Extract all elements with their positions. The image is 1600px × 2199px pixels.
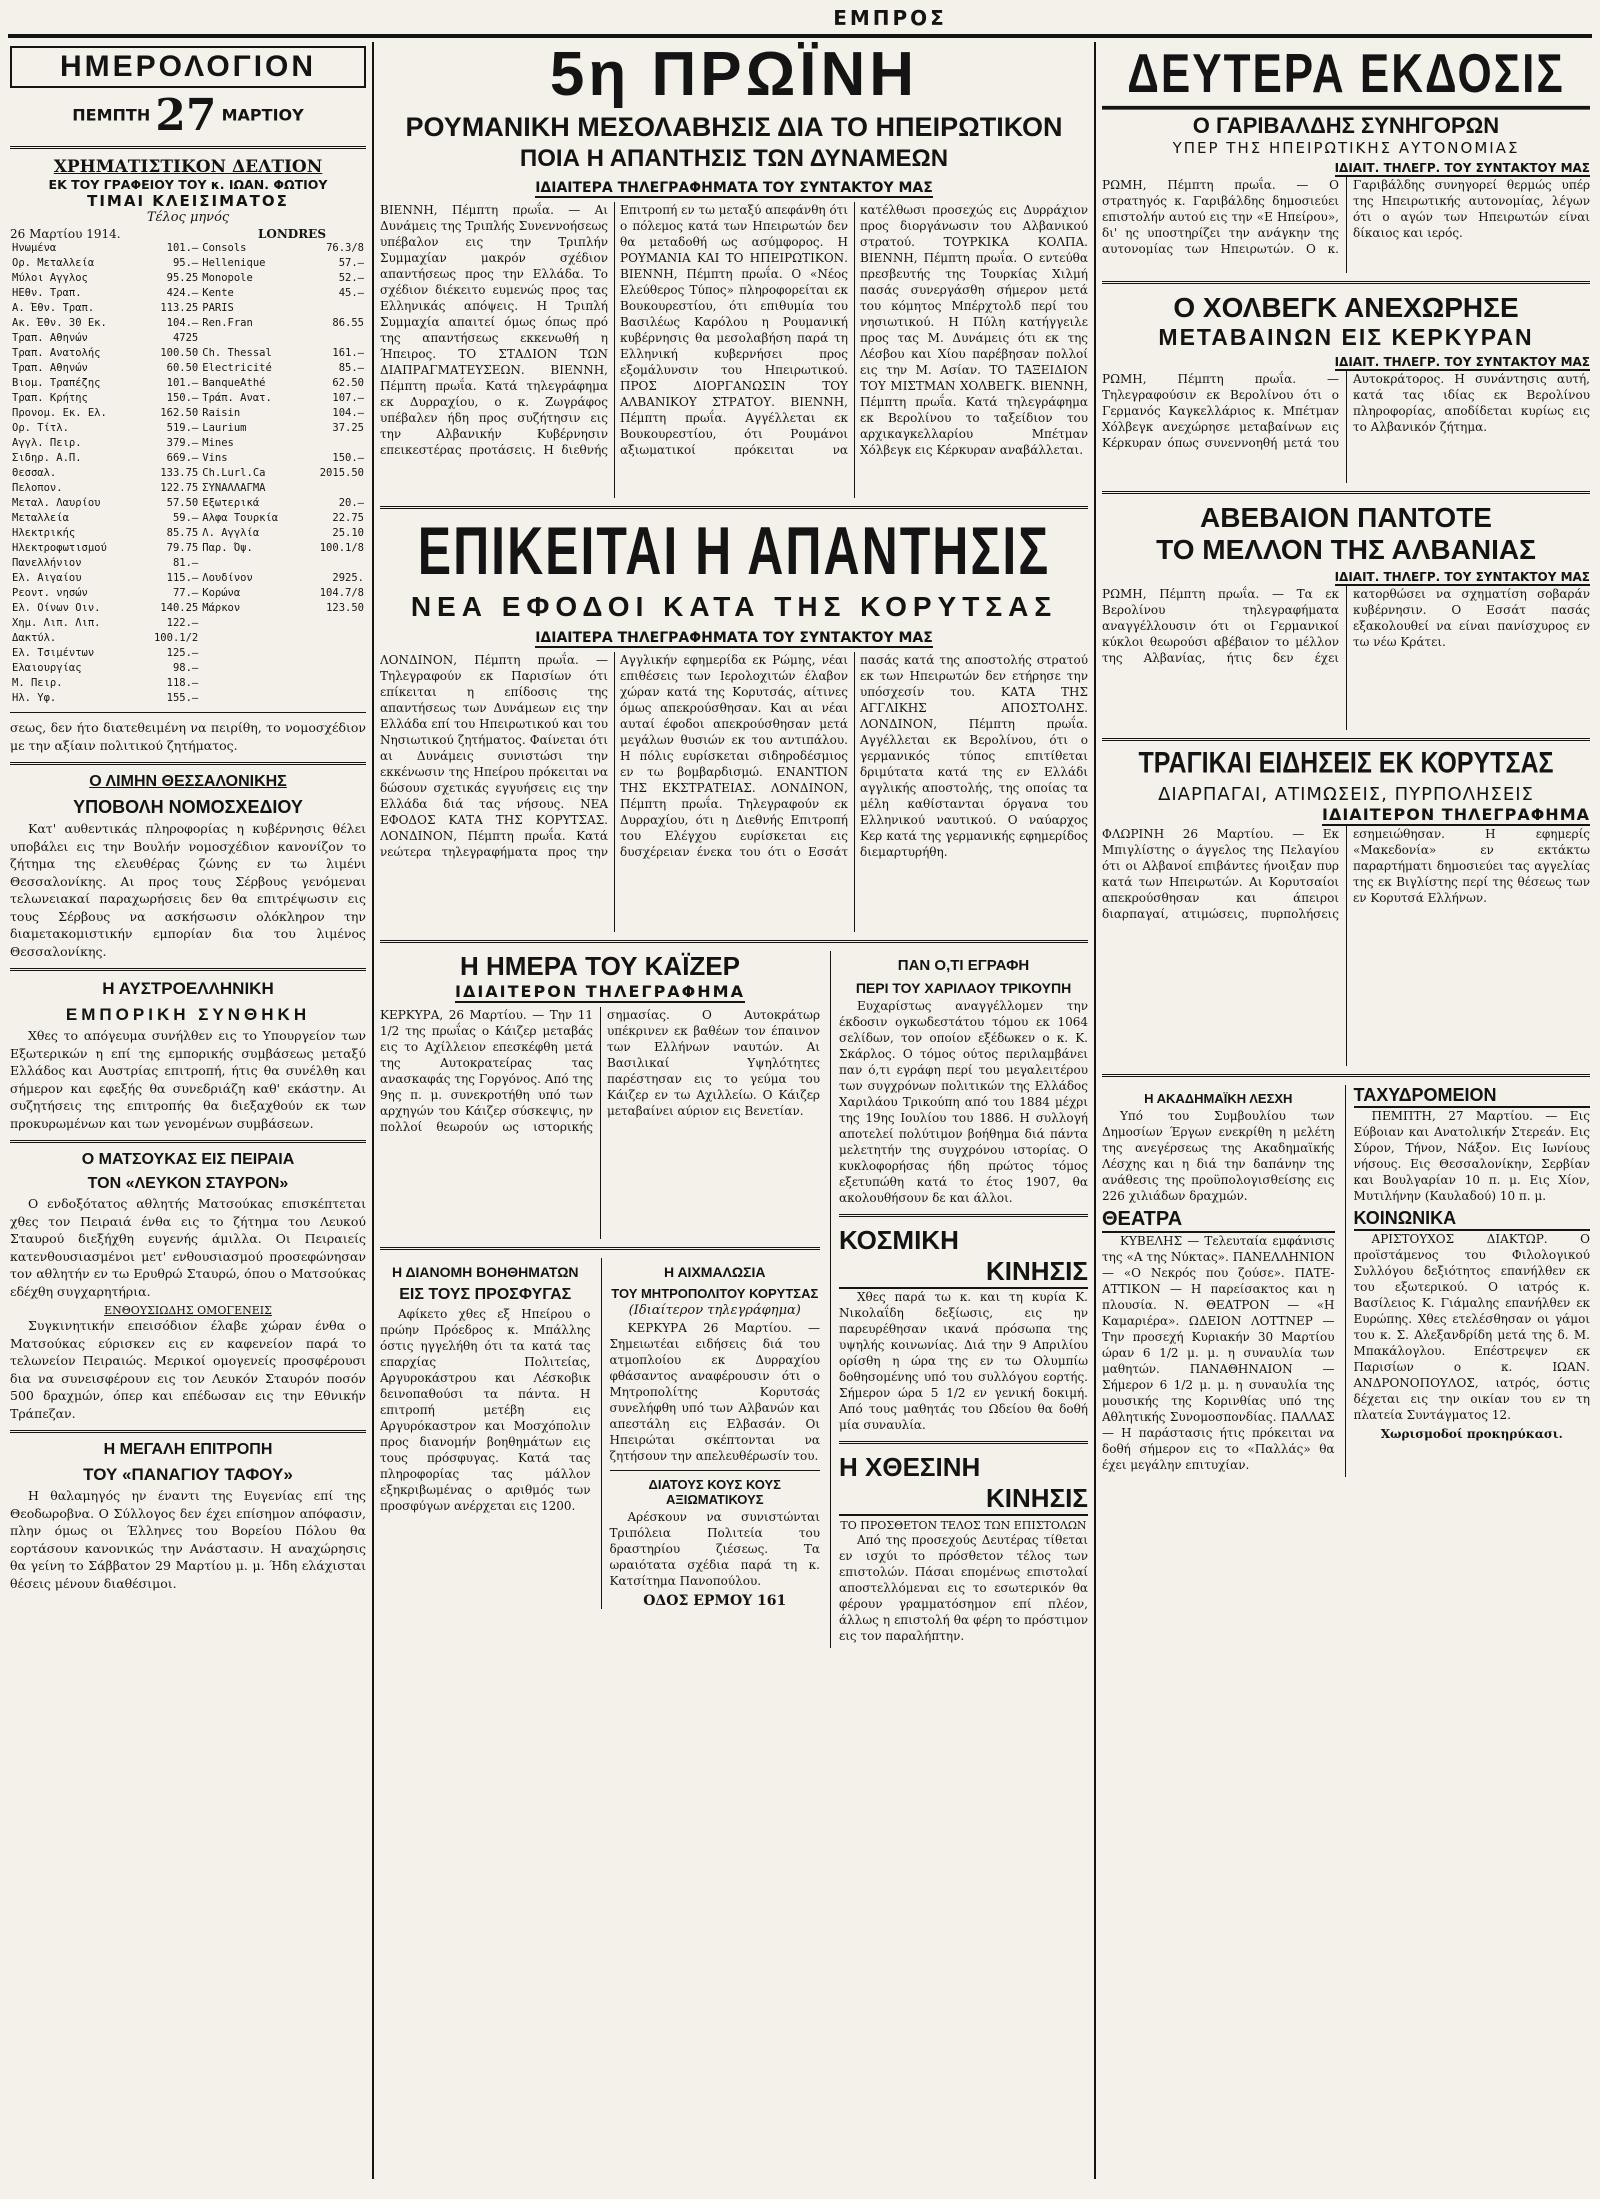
market-cell: ΗΕθν. Τραπ. — [12, 287, 82, 299]
market-cell: PARIS — [202, 302, 234, 314]
market-cell — [200, 331, 303, 346]
market-cell: Laurium — [202, 422, 247, 434]
market-row — [10, 676, 366, 691]
market-cell: Εξωτερικά — [202, 497, 260, 509]
market-cell — [200, 616, 303, 631]
market-cell — [200, 631, 303, 646]
post-office-title: ΤΑΧΥΔΡΟΜΕΙΟΝ — [1354, 1085, 1590, 1108]
trikoupis-block — [830, 951, 1088, 1648]
market-cell: 150.— — [166, 392, 199, 404]
captivity-title: Η ΑΙΧΜΑΛΩΣΙΑ — [663, 1264, 766, 1280]
market-source: ΕΚ ΤΟΥ ΓΡΑΦΕΙΟΥ ΤΟΥ κ. ΙΩΑΝ. ΦΩΤΙΟΥ — [48, 177, 328, 192]
market-cell: 2925. — [332, 572, 364, 584]
market-row — [10, 406, 366, 421]
market-cell: Τραπ. Αθηνών — [12, 362, 88, 374]
market-cell: 57.50 — [166, 497, 199, 509]
market-cell: Ορ. Μεταλλεία — [12, 257, 95, 269]
right-column — [1102, 42, 1590, 2179]
captivity-subtitle: ΤΟΥ ΜΗΤΡΟΠΟΛΙΤΟΥ ΚΟΡΥΤΣΑΣ — [611, 1286, 819, 1301]
market-cell: Ηλεκτροφωτισμού — [12, 542, 107, 554]
market-cell: Λ. Αγγλία — [202, 527, 260, 539]
market-cell: Τραπ. Κρήτης — [12, 392, 88, 404]
relief-title: Η ΔΙΑΝΟΜΗ ΒΟΗΘΗΜΑΤΩΝ — [391, 1264, 579, 1280]
market-row — [10, 346, 366, 361]
matsoukas-title: Ο ΜΑΤΣΟΥΚΑΣ ΕΙΣ ΠΕΙΡΑΙΑ — [81, 1151, 295, 1168]
korytsa-text: ΦΛΩΡΙΝΗ 26 Μαρτίου. — Εκ Μπιγλίστης ο άγγελος της Πελαγίου ότι οι Αλβανοί επιβάντες ήνοιξαν πυρ κατά των Ηπειρωτών. Αι Κορυτσαίοι απεκρούσθησαν και άπειροι διαρπαγαί, ατιμώσεις, πυρπολήσεις εσημειώθησαν. Η εφημερίς «Μακεδονία» εν εκτάκτω παραρτήματι δημοσιεύει τας αγγελίας της εκ Βιγλίστης περί της θέσεως των εν Κορυτσά Ελλήνων. — [1102, 827, 1590, 921]
society-title-1: ΚΟΣΜΙΚΗ — [839, 1225, 959, 1255]
market-cell: Τραπ. Αθηνών — [12, 332, 88, 344]
market-cell: 77.— — [172, 587, 199, 599]
story-1-text: ΒΙΕΝΝΗ, Πέμπτη πρωΐα. — Αι Δυνάμεις της Τριπλής Συνεννοήσεως υπέβαλον εις την Τριπλήν Συμμαχίαν μακρόν σχέδιον απαντήσεως προς την Ελλάδα. Το σχέδιον διέκειτο ευμενώς προς τας Ελληνικάς απόψεις. Η Τριπλή Συμμαχία απαιτεί όμως όπως πρό της απαντήσεως εκκενωθή η Ήπειρος. ΤΟ ΣΤΑΔΙΟΝ ΤΩΝ ΔΙΑΠΡΑΓΜΑΤΕΥΣΕΩΝ. ΒΙΕΝΝΗ, Πέμπτη πρωΐα. Κατά τηλεγράφημα εκ Δυρραχίου, ο κ. Ζωγράφος υπέβαλεν ήδη προς συζήτησιν εις την Αλβανικήν Κυβέρνησιν επεικεστέρας προτάσεις. Η διεθνής Επιτροπή εν τω μεταξύ απεφάνθη ότι ο πόλεμος κατά των Ηπειρωτών δεν θα μεταδοθή ως ασύμφορος. Η ΡΟΥΜΑΝΙΑ ΚΑΙ ΤΟ ΗΠΕΙΡΩΤΙΚΟΝ. ΒΙΕΝΝΗ, Πέμπτη πρωΐα. Ο «Νέος Ελεύθερος Τύπος» πληροφορείται εκ Βουκουρεστίου, ότι επιθυμία του Βασιλέως Καρόλου η Ρουμανική κυβέρνησις θα μεσολαβήση παρά τη Ελληνική κυβερνήσει προς εξομάλυνσιν του Ηπειρωτικού. ΠΡΟΣ ΔΙΟΡΓΑΝΩΣΙΝ ΤΟΥ ΑΛΒΑΝΙΚΟΥ ΣΤΡΑΤΟΥ. ΒΙΕΝΝΗ, Πέμπτη πρωΐα. Αγγέλλεται εκ Βουκουρεστίου, ότι Ρουμάνοι αξιωματικοί πρόκειται να κατέλθωσι προσεχώς εις Δυρράχιον προς διοργάνωσιν του Αλβανικού στρατού. ΤΟΥΡΚΙΚΑ ΚΟΛΠΑ. ΒΙΕΝΝΗ, Πέμπτη πρωΐα. Ο εντεύθα πρεσβευτής της Τουρκίας Χιλμή πασάς συνεργάσθη σήμερον μετά του κόμητος Μπέρχτολδ περί του νησιωτικού. Η Πύλη κατήγγειλε προς τας Μ. Δυνάμεις ότι εκ της Λέσβου και Χίου παρέβησαν πολλοί εις την Μ. Ασίαν. ΤΟ ΤΑΞΕΙΔΙΟΝ ΤΟΥ ΜΙΣΤΜΑΝ ΧΟΛΒΕΓΚ. ΒΙΕΝΝΗ, Πέμπτη πρωΐα. Κατά τηλεγράφημα εκ Βερολίνου το ταξείδιον του αρχικαγκελλαρίου Μπέτμαν Χόλβεγκ εις Κέρκυραν αναβάλλεται. — [380, 203, 1088, 457]
market-row — [10, 466, 366, 481]
market-cell: Λουδίνον — [202, 572, 253, 584]
market-cell: 101.— — [166, 242, 199, 254]
market-cell: 123.50 — [326, 602, 364, 614]
matsoukas-text: Ο ενδοξότατος αθλητής Ματσούκας επισκέπτεται χθες τον Πειραιά ένθα εις το ζήτημα του Λευκού Σταυρού διεξήχθη ευγενής άμιλλα. Οι Πειραιείς κατενθουσιασμένοι μετ' ενθουσιασμού προσεφώνησαν τον αθλητήν εν τω Ερυθρώ Σταυρώ, όπου ο Ματσούκας εδέχθη συγχαρητήρια. — [10, 1196, 366, 1299]
headline-romanian-mediation: ΡΟΥΜΑΝΙΚΗ ΜΕΣΟΛΑΒΗΣΙΣ ΔΙΑ ΤΟ ΗΠΕΙΡΩΤΙΚΟΝ — [405, 112, 1063, 142]
byline-2: ΙΔΙΑΙΤΕΡΑ ΤΗΛΕΓΡΑΦΗΜΑΤΑ ΤΟΥ ΣΥΝΤΑΚΤΟΥ ΜΑΣ — [535, 630, 933, 646]
market-cell: Vins — [202, 452, 228, 464]
market-cell: 81.— — [172, 557, 199, 569]
korytsa-byline: ΙΔΙΑΙΤΕΡΟΝ ΤΗΛΕΓΡΑΦΗΜΑ — [1322, 805, 1590, 824]
captivity-block — [601, 1258, 821, 1609]
market-cell: Ορ. Τίτλ. — [12, 422, 69, 434]
market-cell: ΣΥΝΑΛΛΑΓΜΑ — [202, 482, 266, 494]
market-cell: 104.7/8 — [319, 587, 364, 599]
market-table — [10, 241, 366, 706]
market-cell: Ελ. Οίνων Οιν. — [12, 602, 101, 614]
ad-text: Αρέσκουν να συνιστώνται Τριπόλεια Πολιτεία του δραστηρίου ζιέσεως. Τα ωραιότατα σχέδια παρά τη κ. Κατσίτημα Πανοπούλου. — [609, 1510, 820, 1588]
market-row — [10, 631, 366, 646]
market-cell: Αγγλ. Πειρ. — [12, 437, 82, 449]
market-row — [10, 376, 366, 391]
market-title: ΧΡΗΜΑΤΙΣΤΙΚΟΝ ΔΕΛΤΙΟΝ — [53, 157, 323, 177]
market-row — [10, 286, 366, 301]
market-cell: Raisin — [202, 407, 241, 419]
market-cell: 115.— — [166, 572, 199, 584]
market-row — [10, 451, 366, 466]
market-cell — [304, 631, 366, 646]
trikoupis-text: Ευχαρίστως αναγγέλλομεν την έκδοσιν ογκωδεστάτου τόμου εκ 1064 σελίδων, τον οποίον εξέδωκεν ο κ. Κ. Σκάρλος. Ο τόμος ούτος περιλαμβάνει παν ό,τι εγράφη περί του μεγαλειτέρου των συγχρόνων πολιτικών της Ελλάδος Χαριλάου Τρικούπη από του 1884 μέχρι της 19ης Ιουλίου του 1886. Η συλλογή αποτελεί πολύτιμον βοήθημα διά πάντα μελετητήν της συγχρόνου ιστορίας. Ο κυκλοφορήσας ήδη πρώτος τόμος εξετυπώθη κατά το έτος 1907, θα ακολουθήσουν δε και άλλοι. — [839, 999, 1088, 1205]
market-cell: Πανελλήνιον — [12, 557, 82, 569]
market-header-line — [10, 227, 366, 241]
market-cell: Μεταλλεία — [12, 512, 69, 524]
market-cell: 379.— — [166, 437, 199, 449]
market-cell: 122.— — [166, 617, 199, 629]
market-row — [10, 391, 366, 406]
market-cell — [304, 481, 366, 496]
market-cell: Mines — [202, 437, 234, 449]
market-cell: 118.— — [166, 677, 199, 689]
market-city: LONDRES — [257, 227, 326, 241]
center-lower-row — [380, 951, 1088, 1648]
market-note: Τέλος μηνός — [146, 210, 230, 225]
albania-title-2: ΤΟ ΜΕΛΛΟΝ ΤΗΣ ΑΛΒΑΝΙΑΣ — [1156, 534, 1536, 565]
market-cell: Ηνωμένα — [12, 242, 57, 254]
society-text: Χθες παρά τω κ. και τη κυρία Κ. Νικολαΐδη δεξίωσις, εις ην παρευρέθησαν ικανά πρόσωπα της υψηλής κοινωνίας. Διά την 9 Απριλίου ορίσθη η ώρα της εν τω Ολυμπίω δοθησομένης υπό του συλλόγου εορτής. Σήμερον ώρα 5 1/2 εν γενική δοκιμή. Από τους μαθητάς του Ωδείου θα δοθή μία συναυλία. — [839, 1290, 1088, 1432]
market-cell: 25.10 — [332, 527, 364, 539]
market-cell: Monopole — [202, 272, 253, 284]
market-row — [10, 241, 366, 256]
garibaldi-text: ΡΩΜΗ, Πέμπτη πρωΐα. — Ο στρατηγός κ. Γαριβάλδης δημοσιεύει επιστολήν αυτού εις την «Ε Ηπείρου», δι' ης υποστηρίζει την ανάγκην της αυτονομίας των Ηπειρωτών. Ο κ. Γαριβάλδης συνηγορεί θερμώς υπέρ της Ηπειρωτικής αυτονομίας, λέγων ότι ο αγών των Ηπειρωτών είναι δίκαιος και ιερός. — [1102, 178, 1590, 256]
academic-club-title: Η ΑΚΑΔΗΜΑΪΚΗ ΛΕΣΧΗ — [1144, 1091, 1293, 1106]
market-cell: 155.— — [166, 692, 199, 704]
right-lower-right — [1345, 1085, 1590, 1477]
market-cell: Ελαιουργίας — [12, 662, 82, 674]
market-row — [10, 616, 366, 631]
market-row — [10, 541, 366, 556]
market-cell: 125.— — [166, 647, 199, 659]
relief-block — [380, 1258, 591, 1609]
albania-byline: ΙΔΙΑΙΤ. ΤΗΛΕΓΡ. ΤΟΥ ΣΥΝΤΑΚΤΟΥ ΜΑΣ — [1334, 570, 1590, 584]
market-row — [10, 316, 366, 331]
market-row — [10, 511, 366, 526]
market-cell: 62.50 — [332, 377, 364, 389]
market-cell — [200, 646, 303, 661]
market-cell — [200, 691, 303, 706]
holveg-text: ΡΩΜΗ, Πέμπτη πρωΐα. — Τηλεγραφούσιν εκ Βερολίνου ότι ο Γερμανός Καγκελλάριος κ. Μπέτμαν Χόλβεγκ ανεχώρησε μεταβαίνων εις Κέρκυραν όπως συνεννοηθή μετά του Αυτοκράτορος. Η συνάντησις αυτή, κατά τας ιδίας εκ Βερολίνου πληροφορίας, αποδίδεται κυρίως εις το Αλβανικόν ζήτημα. — [1102, 372, 1590, 450]
market-row — [10, 526, 366, 541]
market-row — [10, 271, 366, 286]
market-cell: 2015.50 — [319, 467, 364, 479]
market-cell: Τραπ. Ανατολής — [12, 347, 101, 359]
calendar-date — [10, 90, 366, 141]
left-column — [10, 42, 366, 2179]
market-cell: 95.25 — [166, 272, 199, 284]
market-row — [10, 256, 366, 271]
right-lower-left — [1102, 1085, 1335, 1477]
market-cell: 85.— — [338, 362, 364, 374]
market-cell: Βιομ. Τραπέζης — [12, 377, 101, 389]
market-cell: Αλφα Τουρκία — [202, 512, 279, 524]
market-date: 26 Μαρτίου 1914. — [10, 227, 121, 241]
market-cell: Θεσσαλ. — [12, 467, 57, 479]
market-cell: Μάρκον — [202, 602, 241, 614]
banner-subheadline: ΝΕΑ ΕΦΟΔΟΙ ΚΑΤΑ ΤΗΣ ΚΟΡΥΤΣΑΣ — [410, 591, 1058, 622]
social-text: ΑΡΙΣΤΟΥΧΟΣ ΔΙΑΚΤΩΡ. Ο προϊστάμενος του Φιλολογικού Συλλόγου δεξιότητος επανήλθεν εκ του εξωτερικού. Ο ιατρός κ. Βασίλειος Κ. Γιάμαλης επανήλθεν εκ Ευρώπης. Χθες ετελέσθησαν οι γάμοι του κ. Σ. Αλεξανδρίδη μετά της δ. Μ. Μπακάλογλου. Επέστρεψεν εκ Παρισίων ο κ. ΙΩΑΝ. ΑΝΔΡΟΝΟΠΟΥΛΟΣ, ιατρός, όστις δέχεται εις την οικίαν του εν τη πλατεία Συντάγματος 12. — [1353, 1232, 1590, 1422]
garibaldi-title: Ο ΓΑΡΙΒΑΛΔΗΣ ΣΥΝΗΓΟΡΩΝ — [1192, 113, 1500, 138]
market-row — [10, 601, 366, 616]
market-row — [10, 571, 366, 586]
market-cell: Μεταλ. Λαυρίου — [12, 497, 101, 509]
market-row — [10, 481, 366, 496]
matsoukas-text-2: Συγκινητικήν επεισόδιον έλαβε χώραν ένθα ο Ματσούκας εύρισκεν εις εν καφενείον παρά το τελωνείον Πειραιώς. Μερικοί ομογενείς προσφέρουσι δια να συνεισφέρουν εις τον Λευκόν Σταυρόν ποσόν 500 δραχμών, όπερ και επέδωσαν εις την Εθνικήν Τράπεζαν. — [10, 1318, 366, 1421]
kaiser-title: Η ΗΜΕΡΑ ΤΟΥ ΚΑΪΖΕΡ — [459, 951, 740, 981]
market-cell: 57.— — [338, 257, 364, 269]
relief-row — [380, 1258, 820, 1609]
albania-text: ΡΩΜΗ, Πέμπτη πρωΐα. — Τα εκ Βερολίνου τηλεγραφήματα αναγγέλλουσιν ότι οι Γερμανικοί κύκλοι θεωρούσι αβέβαιον το μέλλον της Αλβανίας, ήτις δεν έχει κατορθώσει να σχηματίση σοβαράν κυβέρνησιν. Ο Εσσάτ πασάς εξακολουθεί να είναι πανίσχυρος εν τω νέω Κράτει. — [1102, 587, 1590, 665]
theatres-title: ΘΕΑΤΡΑ — [1102, 1208, 1335, 1233]
calendar-month: ΜΑΡΤΙΟΥ — [221, 105, 304, 125]
market-cell: Ελ. Αιγαίου — [12, 572, 82, 584]
panagiou-title: Η ΜΕΓΑΛΗ ΕΠΙΤΡΟΠΗ — [103, 1441, 273, 1458]
captivity-note: (Ιδιαίτερον τηλεγράφημα) — [628, 1303, 801, 1318]
market-cell — [304, 331, 366, 346]
market-row — [10, 421, 366, 436]
center-column — [380, 42, 1088, 2179]
market-cell: Κορώνα — [202, 587, 241, 599]
yesterday-subtitle: ΤΟ ΠΡΟΣΘΕΤΟΝ ΤΕΛΟΣ ΤΩΝ ΕΠΙΣΤΟΛΩΝ — [840, 1519, 1087, 1532]
market-cell — [200, 556, 303, 571]
market-cell: Δακτύλ. — [12, 632, 57, 644]
yesterday-text: Από της προσεχούς Δευτέρας τίθεται εν ισχύι το πρόσθετον τέλος των επιστολών. Πάσαι επομένως επιστολαί αποστελλόμεναι εις το εσωτερικόν θα φέρουν γραμματόσημον επί πλέον, άλλως η επιστολή θα φέρη το πρόστιμον εις τον παραλήπτην. — [839, 1533, 1088, 1643]
social-title: ΚΟΙΝΩΝΙΚΑ — [1354, 1208, 1590, 1231]
trikoupis-title: ΠΑΝ Ο,ΤΙ ΕΓΡΑΦΗ — [897, 957, 1030, 974]
market-cell — [304, 646, 366, 661]
post-office-text: ΠΕΜΠΤΗ, 27 Μαρτίου. — Εις Εύβοιαν και Ανατολικήν Στερεάν. Εις Σύρον, Τήνον, Νάξον. Εις Ιωνίους νήσους. Εις Θεσσαλονίκην, Σερβίαν και Βουλγαρίαν 10 π. μ. Εις Χίον, Μυτιλήνην (Καυλαδού) 10 π. μ. — [1353, 1109, 1590, 1203]
market-cell — [304, 676, 366, 691]
matsoukas-note: ΕΝΘΟΥΣΙΩΔΗΣ ΟΜΟΓΕΝΕΙΣ — [104, 1304, 272, 1317]
market-cell: Electricité — [202, 362, 272, 374]
market-cell: Τράπ. Ανατ. — [202, 392, 272, 404]
market-cell: 162.50 — [160, 407, 199, 419]
market-cell: Ren.Fran — [202, 317, 253, 329]
port-title: Ο ΛΙΜΗΝ ΘΕΣΣΑΛΟΝΙΚΗΣ — [89, 773, 287, 790]
market-cell: 60.50 — [166, 362, 199, 374]
kaiser-block — [380, 951, 820, 1648]
market-cell: 52.— — [338, 272, 364, 284]
korytsa-subtitle: ΔΙΑΡΠΑΓΑΙ, ΑΤΙΜΩΣΕΙΣ, ΠΥΡΠΟΛΗΣΕΙΣ — [1158, 784, 1534, 805]
market-cell — [304, 661, 366, 676]
market-cell: Ch. Thessal — [202, 347, 272, 359]
market-cell: 37.25 — [332, 422, 364, 434]
market-cell — [304, 691, 366, 706]
market-cell — [304, 301, 366, 316]
market-cell: 113.25 — [160, 302, 199, 314]
market-row — [10, 586, 366, 601]
right-lower-row — [1102, 1085, 1590, 1477]
market-cell: 104.— — [166, 317, 199, 329]
austro-subtitle: ΕΜΠΟΡΙΚΗ ΣΥΝΘΗΚΗ — [65, 1005, 311, 1024]
trikoupis-subtitle: ΠΕΡΙ ΤΟΥ ΧΑΡΙΛΑΟΥ ΤΡΙΚΟΥΠΗ — [855, 980, 1072, 996]
market-cell: 100.1/2 — [153, 632, 199, 644]
holveg-title: Ο ΧΟΛΒΕΓΚ ΑΝΕΧΩΡΗΣΕ — [1173, 292, 1519, 323]
market-cell: 100.50 — [160, 347, 199, 359]
market-cell: Σιδηρ. Α.Π. — [12, 452, 82, 464]
market-subtitle: ΤΙΜΑΙ ΚΛΕΙΣΙΜΑΤΟΣ — [87, 192, 289, 210]
headline-powers-answer: ΠΟΙΑ Η ΑΠΑΝΤΗΣΙΣ ΤΩΝ ΔΥΝΑΜΕΩΝ — [519, 145, 949, 172]
market-cell: 150.— — [332, 452, 364, 464]
market-cell: Hellenique — [202, 257, 266, 269]
market-row — [10, 436, 366, 451]
market-cell: Χημ. Λιπ. Λιπ. — [12, 617, 101, 629]
market-cell — [304, 436, 366, 451]
austro-title: Η ΑΥΣΤΡΟΕΛΛΗΝΙΚΗ — [102, 979, 274, 998]
market-cell: 76.3/8 — [326, 242, 364, 254]
morning-edition-title: 5η ΠΡΩΪΝΗ — [549, 42, 919, 109]
calendar-title: ΗΜΕΡΟΛΟΓΙΟΝ — [10, 46, 366, 88]
market-cell: Ελ. Τσιμέντων — [12, 647, 95, 659]
matsoukas-subtitle: ΤΟΝ «ΛΕΥΚΟΝ ΣΤΑΥΡΟΝ» — [87, 1175, 289, 1192]
market-cell: Ηλ. Υφ. — [12, 692, 57, 704]
market-cell: Μύλοι Αγγλος — [12, 272, 88, 284]
garibaldi-subtitle: ΥΠΕΡ ΤΗΣ ΗΠΕΙΡΩΤΙΚΗΣ ΑΥΤΟΝΟΜΙΑΣ — [1172, 139, 1520, 157]
garibaldi-byline: ΙΔΙΑΙΤ. ΤΗΛΕΓΡ. ΤΟΥ ΣΥΝΤΑΚΤΟΥ ΜΑΣ — [1334, 161, 1590, 175]
austro-text: Χθες το απόγευμα συνήλθεν εις το Υπουργείον των Εξωτερικών η επί της εμπορικής συμβάσεως μεταξύ Ελλάδος και Αυστρίας επιτροπή, ήτις θα συνέλθη και σήμερον και εφεξής θα συνεδριάζη καθ' εκάστην. Αι συζητήσεις της επιτροπής θα διεξαχθούν εκ των προκυρωμένων και των γενομένων συμβάσεων. — [10, 1028, 366, 1131]
holveg-subtitle: ΜΕΤΑΒΑΙΝΩΝ ΕΙΣ ΚΕΡΚΥΡΑΝ — [1158, 324, 1534, 350]
market-cell: 45.— — [338, 287, 364, 299]
market-row — [10, 331, 366, 346]
market-cell: Kente — [202, 287, 234, 299]
port-text: Κατ' αυθεντικάς πληροφορίας η κυβέρνησις θέλει υποβάλει εις την Βουλήν νομοσχέδιον κανονίζον το ζήτημα της ελευθέρας ζώνης εν τω λιμένι Θεσσαλονίκης. Αι προς τους Σέρβους γενόμεναι τελωνειακαί παραχωρήσεις δεν θα επιτρέψωσιν εις τους Σέρβους να ασκήσωσιν ολόκληρον την διαμετακομιστικήν εμπορίαν δια του λιμένος Θεσσαλονίκης. — [10, 821, 366, 959]
ad-address: ΟΔΟΣ ΕΡΜΟΥ 161 — [643, 1593, 787, 1609]
market-row — [10, 556, 366, 571]
market-cell: 140.25 — [160, 602, 199, 614]
market-cell: 4725 — [172, 332, 199, 344]
market-row — [10, 301, 366, 316]
market-cell: Consols — [202, 242, 247, 254]
market-cell: 669.— — [166, 452, 199, 464]
market-cell: 122.75 — [160, 482, 199, 494]
market-row — [10, 691, 366, 706]
relief-text: Αφίκετο χθες εξ Ηπείρου ο πρώην Πρόεδρος κ. Μπάλλης όστις ηγγελήθη ότι τα κατά τας επαρχίας Πολιτείας, Αργυροκάστρου και Λέσκοβικ δεινοπαθούσι τα πάντα. Η επιτροπή μετέβη εις Αργυρόκαστρον και Μοσχόπολιν προς διανομήν βοηθημάτων εις τους πρόσφυγας. Κατά τας πληροφορίας τας μάλλον εξηκριβωμένας ο αριθμός των προσφύγων ανέρχεται εις 1200. — [380, 1307, 591, 1513]
society-title-2: ΚΙΝΗΣΙΣ — [839, 1256, 1088, 1289]
market-cell: 98.— — [172, 662, 199, 674]
market-cell: 59.— — [172, 512, 199, 524]
captivity-text: ΚΕΡΚΥΡΑ 26 Μαρτίου. — Σημειωτέαι ειδήσεις διά του ατμοπλοίου εκ Δυρραχίου φθάσαντος αναφέρουσιν ότι ο Μητροπολίτης Κορυτσάς συνελήφθη υπό των Αλβανών και απεστάλη εις Ελβασάν. Οι Ηπειρώται σκέπτονται να ζητήσουν την απελευθέρωσίν του. — [609, 1321, 820, 1463]
top-rule — [8, 34, 1592, 38]
albania-title-1: ΑΒΕΒΑΙΟΝ ΠΑΝΤΟΤΕ — [1200, 502, 1492, 533]
second-edition-title: ΔΕΥΤΕΡΑ ΕΚΔΟΣΙΣ — [1102, 43, 1590, 109]
market-cell — [200, 676, 303, 691]
column-rule-2 — [1094, 42, 1096, 2179]
banner-headline: ΕΠΙΚΕΙΤΑΙ Η ΑΠΑΝΤΗΣΙΣ — [417, 513, 1051, 589]
market-cell — [304, 556, 366, 571]
panagiou-subtitle: ΤΟΥ «ΠΑΝΑΓΙΟΥ ΤΑΦΟΥ» — [83, 1465, 293, 1484]
market-row — [10, 646, 366, 661]
korytsa-title: ΤΡΑΓΙΚΑΙ ΕΙΔΗΣΕΙΣ ΕΚ ΚΟΡΥΤΣΑΣ — [1138, 746, 1554, 780]
market-cell: Ηλεκτρικής — [12, 527, 76, 539]
panagiou-text: Η θαλαμηγός ην έναντι της Ευγενίας επί της Θεοδωροβνα. Ο Σύλλογος δεν έχει επίσημον απόφασιν, πλην όμως οι Έλληνες του Βορείου Πόλου θα εορτάσουν κανονικώς την Ανάστασιν. Η αναχώρησις θα γείνη το Σάββατον 29 Μαρτίου μ. μ. Ήδη ελάχισται θέσεις μένουν διαθέσιμοι. — [10, 1488, 366, 1591]
calendar-day: 27 — [155, 90, 217, 141]
market-cell: 22.75 — [332, 512, 364, 524]
market-row — [10, 496, 366, 511]
market-cell: 20.— — [338, 497, 364, 509]
holveg-byline: ΙΔΙΑΙΤ. ΤΗΛΕΓΡ. ΤΟΥ ΣΥΝΤΑΚΤΟΥ ΜΑΣ — [1334, 355, 1590, 369]
market-cell: Προνομ. Εκ. Ελ. — [12, 407, 107, 419]
market-tail-text: σεως, δεν ήτο διατεθειμένη να πειρίθη, το νομοσχέδιον με την αξίαιν πολιτικού ζητήματος. — [10, 720, 366, 753]
market-cell — [200, 661, 303, 676]
market-cell — [304, 616, 366, 631]
kaiser-text: ΚΕΡΚΥΡΑ, 26 Μαρτίου. — Την 11 1/2 της πρωΐας ο Κάιζερ μεταβάς εις το Αχίλλειον επεσκέφθη μετά της Αυτοκρατείρας τας ανασκαφάς της Γοργόνος. Από της 9ης π. μ. συνεκροτήθη υπό των αρχηγών του Κάιζερ σύσκεψις, ην πολλοί θεωρούν ως ιστορικής σημασίας. Ο Αυτοκράτωρ υπέκρινεν εκ βαθέων τον έπαινον των Ελλήνων ναυτών. Αι Βασιλικαί Υψηλότητες παρέστησαν εις το γεύμα του Κάιζερ εν τω Αχιλλείω. Ο Κάιζερ μεταβαίνει αύριον εις Βενετίαν. — [380, 1008, 820, 1134]
social-sign: Χωρισμοδοί προκηρύκασι. — [1380, 1427, 1563, 1441]
market-cell: BanqueAthé — [202, 377, 266, 389]
market-cell: 86.55 — [332, 317, 364, 329]
market-cell: Ακ. Έθν. 30 Εκ. — [12, 317, 107, 329]
market-cell: 424.— — [166, 287, 199, 299]
calendar-weekday: ΠΕΜΠΤΗ — [72, 105, 151, 125]
market-cell: Ρεοντ. νησών — [12, 587, 88, 599]
market-cell: 79.75 — [166, 542, 199, 554]
market-cell: 133.75 — [160, 467, 199, 479]
market-cell: 95.— — [172, 257, 199, 269]
market-cell: 85.75 — [166, 527, 199, 539]
ad-title: ΔΙΑΤΟΥΣ ΚΟΥΣ ΚΟΥΣ ΑΞΙΩΜΑΤΙΚΟΥΣ — [648, 1477, 781, 1507]
market-row — [10, 661, 366, 676]
market-cell: Μ. Πειρ. — [12, 677, 63, 689]
relief-subtitle: ΕΙΣ ΤΟΥΣ ΠΡΟΣΦΥΓΑΣ — [399, 1286, 572, 1303]
academic-club-text: Υπό του Συμβουλίου των Δημοσίων Έργων ενεκρίθη η μελέτη της ανεγέρσεως της Ακαδημαϊκής Λέσχης και η διά την δαπάνην της ανάθεσις της προϋπολογισθείσης εις 226 χιλιάδων δραχμών. — [1102, 1109, 1335, 1203]
market-cell: 100.1/8 — [319, 542, 364, 554]
story-2-text: ΛΟΝΔΙΝΟΝ, Πέμπτη πρωΐα. — Τηλεγραφούν εκ Παρισίων ότι επίκειται η επίδοσις της απαντήσεως των Δυνάμεων εις την Ελλάδα επί του Ηπειρωτικού και του Νησιωτικού ζητήματος. Φαίνεται ότι αι Δυνάμεις συνιστώσι την εκκένωσιν της Ηπείρου πρόκειται να δώσουν σχετικάς εγγυήσεις εις την Ελλάδα διά τας νήσους. ΝΕΑ ΕΦΟΔΟΣ ΚΑΤΑ ΤΗΣ ΚΟΡΥΤΣΑΣ. ΛΟΝΔΙΝΟΝ, Πέμπτη πρωΐα. Κατά νεώτερα τηλεγραφήματα προς την Αγγλικήν εφημερίδα εκ Ρώμης, νέαι επιθέσεις των Ιερολοχιτών έλαβον χώραν κατά της Κορυτσάς, αίτινες όμως απεκρούσθησαν. Και αι νέαι αυταί έφοδοι απεκρούσθησαν μετά μεγάλων θυσιών εκ του αντιπάλου. Η πόλις ευρίσκεται σιδηροδέσμιος εν τω βομβαρδισμώ. ΕΝΑΝΤΙΟΝ ΤΗΣ ΕΚΣΤΡΑΤΕΙΑΣ. ΛΟΝΔΙΝΟΝ, Πέμπτη πρωΐα. Τηλεγραφούν εκ Δυρραχίου, ότι η Διεθνής Επιτροπή του Ελέγχου ευρίσκεται εις δυσχέρειαν ένεκα του ότι ο Εσσάτ πασάς κατά της αποστολής στρατού εκ των Ηπειρωτών δεν ετήρησε την υπόσχεσίν του. ΚΑΤΑ ΤΗΣ ΑΓΓΛΙΚΗΣ ΑΠΟΣΤΟΛΗΣ. ΛΟΝΔΙΝΟΝ, Πέμπτη πρωΐα. Αγγέλλεται εκ Βερολίνου, ότι ο γερμανικός τύπος επιτίθεται δριμύτατα κατά της εν Ελλάδι αγγλικής αποστολής, της οποίας τα μέλη καθίστανται όργανα του Ελληνικού ναυτικού. Ο ναύαρχος Κερ κατά της γερμανικής εφημερίδος διεμαρτυρήθη. — [380, 653, 1088, 859]
market-cell: 519.— — [166, 422, 199, 434]
yesterday-title-2: ΚΙΝΗΣΙΣ — [839, 1483, 1088, 1516]
byline-1: ΙΔΙΑΙΤΕΡΑ ΤΗΛΕΓΡΑΦΗΜΑΤΑ ΤΟΥ ΣΥΝΤΑΚΤΟΥ ΜΑΣ — [535, 180, 933, 196]
market-cell: 101.— — [166, 377, 199, 389]
masthead: ΕΜΠΡΟΣ — [833, 6, 947, 30]
market-cell: 107.— — [332, 392, 364, 404]
market-cell: Πελοπον. — [12, 482, 63, 494]
market-cell: Ch.Lurl.Ca — [202, 467, 266, 479]
market-cell: 104.— — [332, 407, 364, 419]
market-cell: Παρ. Όψ. — [202, 542, 253, 554]
market-cell: Α. Έθν. Τραπ. — [12, 302, 95, 314]
theatres-text: ΚΥΒΕΛΗΣ — Τελευταία εμφάνισις της «Α της Νύκτας». ΠΑΝΕΛΛΗΝΙΟΝ — «Ο Νεκρός που ζούσε». ΠΑΤΕ-ΑΤΤΙΚΟΝ — Η παρείσακτος και η πλουσία. Ν. ΘΕΑΤΡΟΝ — «Η Καμαριέρα». ΩΔΕΙΟΝ ΛΟΤΤΝΕΡ — Την προσεχή Κυριακήν 30 Μαρτίου ώραν 6 1/2 μ. μ. η συναυλία των μαθητών. ΠΑΝΑΘΗΝΑΙΟΝ — Σήμερον 6 1/2 μ. μ. η συναυλία της μουσικής της Κορινθίας υπό της Αθλητικής Συνομοσπονδίας. ΠΑΛΛΑΣ — Η παράστασις ήτις πρόκειται να δοθή σήμερον εις το «Παλλάς» θα έχει μεγάλην επιτυχίαν. — [1102, 1234, 1335, 1472]
yesterday-title-1: Η ΧΘΕΣΙΝΗ — [839, 1452, 981, 1482]
kaiser-byline: ΙΔΙΑΙΤΕΡΟΝ ΤΗΛΕΓΡΑΦΗΜΑ — [455, 982, 745, 1001]
port-subtitle: ΥΠΟΒΟΛΗ ΝΟΜΟΣΧΕΔΙΟΥ — [73, 797, 303, 817]
market-row — [10, 361, 366, 376]
market-cell: 161.— — [332, 347, 364, 359]
column-rule-1 — [372, 42, 374, 2179]
